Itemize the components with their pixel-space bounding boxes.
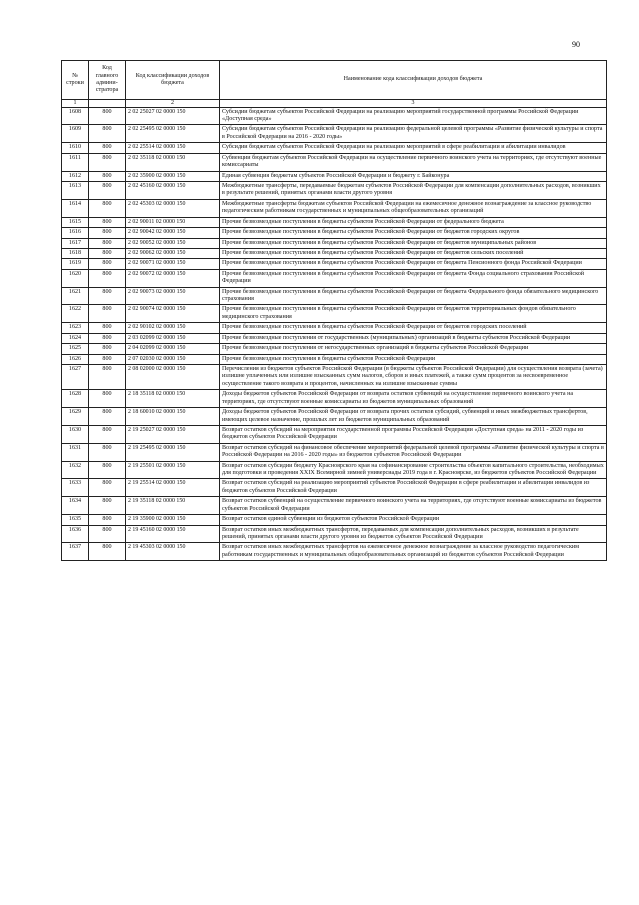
admin-code-cell: 800 bbox=[89, 287, 126, 305]
classification-code-cell: 2 19 25514 02 0000 150 bbox=[126, 479, 220, 497]
classification-code-cell: 2 02 35118 02 0000 150 bbox=[126, 153, 220, 171]
classification-name-cell: Субвенции бюджетам субъектов Российской Федерации на осуществление первичного воинского учета на территориях, где отсутствуют военные комиссариаты bbox=[220, 153, 607, 171]
classification-code-cell: 2 03 02099 02 0000 150 bbox=[126, 333, 220, 343]
admin-code-cell: 800 bbox=[89, 408, 126, 426]
classification-name-cell: Субсидии бюджетам субъектов Российской Федерации на реализацию федеральной целевой программы «Развитие физической культуры и спорта в Российской Федерации на 2016 - 2020 годы» bbox=[220, 125, 607, 143]
table-row bbox=[62, 125, 607, 143]
row-number-cell: 1611 bbox=[62, 153, 89, 171]
table-row bbox=[62, 425, 607, 443]
classification-name-cell: Прочие безвозмездные поступления в бюджеты субъектов Российской Федерации от федерального бюджета bbox=[220, 217, 607, 227]
admin-code-cell: 800 bbox=[89, 107, 126, 125]
row-number-cell: 1626 bbox=[62, 354, 89, 364]
table-row bbox=[62, 333, 607, 343]
classification-code-cell: 2 02 90102 02 0000 150 bbox=[126, 323, 220, 333]
classification-name-cell: Доходы бюджетов субъектов Российской Федерации от возврата прочих остатков субсидий, субвенций и иных межбюджетных трансфертов, имеющих целевое назначение, прошлых лет из бюджетов муниципальных образований bbox=[220, 408, 607, 426]
admin-code-cell: 800 bbox=[89, 443, 126, 461]
classification-name-cell: Доходы бюджетов субъектов Российской Федерации от возврата остатков субвенций на осуществление первичного воинского учета на территориях, где отсутствуют военные комиссариаты из бюджетов муниципальных образований bbox=[220, 390, 607, 408]
table-row bbox=[62, 269, 607, 287]
classification-code-cell: 2 19 25501 02 0000 150 bbox=[126, 461, 220, 479]
classification-code-cell: 2 02 90011 02 0000 150 bbox=[126, 217, 220, 227]
table-row bbox=[62, 354, 607, 364]
table-row bbox=[62, 143, 607, 153]
row-number-cell: 1612 bbox=[62, 171, 89, 181]
table-row bbox=[62, 217, 607, 227]
admin-code-cell: 800 bbox=[89, 153, 126, 171]
table-row bbox=[62, 479, 607, 497]
admin-code-cell: 800 bbox=[89, 125, 126, 143]
row-number-cell: 1633 bbox=[62, 479, 89, 497]
classification-code-cell: 2 04 02099 02 0000 150 bbox=[126, 344, 220, 354]
table-row bbox=[62, 461, 607, 479]
table-row bbox=[62, 323, 607, 333]
classification-name-cell: Прочие безвозмездные поступления в бюджеты субъектов Российской Федерации от бюджета Фонда социального страхования Российской Федерации bbox=[220, 269, 607, 287]
row-number-cell: 1616 bbox=[62, 228, 89, 238]
classification-code-cell: 2 18 35118 02 0000 150 bbox=[126, 390, 220, 408]
row-number-cell: 1627 bbox=[62, 364, 89, 389]
row-number-cell: 1608 bbox=[62, 107, 89, 125]
row-number-cell: 1618 bbox=[62, 248, 89, 258]
row-number-cell: 1630 bbox=[62, 425, 89, 443]
admin-code-cell: 800 bbox=[89, 543, 126, 561]
row-number-cell: 1632 bbox=[62, 461, 89, 479]
admin-code-cell: 800 bbox=[89, 269, 126, 287]
table-row bbox=[62, 305, 607, 323]
admin-code-cell: 800 bbox=[89, 525, 126, 543]
classification-name-cell: Прочие безвозмездные поступления в бюджеты субъектов Российской Федерации от бюджета Пенсионного фонда Российской Федерации bbox=[220, 259, 607, 269]
classification-name-cell: Возврат остатков единой субвенции из бюджетов субъектов Российской Федерации bbox=[220, 515, 607, 525]
table-row bbox=[62, 443, 607, 461]
row-number-cell: 1625 bbox=[62, 344, 89, 354]
classification-code-cell: 2 02 25495 02 0000 150 bbox=[126, 125, 220, 143]
table-row bbox=[62, 171, 607, 181]
row-number-cell: 1619 bbox=[62, 259, 89, 269]
admin-code-cell: 800 bbox=[89, 323, 126, 333]
row-number-cell: 1617 bbox=[62, 238, 89, 248]
table-row bbox=[62, 181, 607, 199]
classification-code-cell: 2 19 35118 02 0000 150 bbox=[126, 497, 220, 515]
classification-code-cell: 2 08 02000 02 0000 150 bbox=[126, 364, 220, 389]
row-number-cell: 1635 bbox=[62, 515, 89, 525]
row-number-cell: 1620 bbox=[62, 269, 89, 287]
header-admin-code: Код главного админи-стратора bbox=[89, 61, 126, 100]
admin-code-cell: 800 bbox=[89, 199, 126, 217]
table-row bbox=[62, 515, 607, 525]
classification-name-cell: Возврат остатков субсидий на мероприятия государственной программы Российской Федерации «Доступная среда» на 2011 - 2020 годы из бюджетов субъектов Российской Федерации bbox=[220, 425, 607, 443]
revenue-classification-table bbox=[61, 60, 607, 561]
admin-code-cell: 800 bbox=[89, 143, 126, 153]
classification-name-cell: Прочие безвозмездные поступления в бюджеты субъектов Российской Федерации от бюджетов сельских поселений bbox=[220, 248, 607, 258]
table-row bbox=[62, 153, 607, 171]
row-number-cell: 1621 bbox=[62, 287, 89, 305]
admin-code-cell: 800 bbox=[89, 497, 126, 515]
row-number-cell: 1622 bbox=[62, 305, 89, 323]
page-number: 90 bbox=[572, 40, 580, 49]
table-row bbox=[62, 107, 607, 125]
classification-code-cell: 2 02 90073 02 0000 150 bbox=[126, 287, 220, 305]
classification-code-cell: 2 18 60010 02 0000 150 bbox=[126, 408, 220, 426]
admin-code-cell: 800 bbox=[89, 305, 126, 323]
table-header-row bbox=[62, 61, 607, 100]
admin-code-cell: 800 bbox=[89, 425, 126, 443]
classification-code-cell: 2 19 45160 02 0000 150 bbox=[126, 525, 220, 543]
classification-code-cell: 2 02 90071 02 0000 150 bbox=[126, 259, 220, 269]
admin-code-cell: 800 bbox=[89, 259, 126, 269]
table-row bbox=[62, 238, 607, 248]
classification-code-cell: 2 02 45160 02 0000 150 bbox=[126, 181, 220, 199]
admin-code-cell: 800 bbox=[89, 248, 126, 258]
header-row-number: № строки bbox=[62, 61, 89, 100]
classification-name-cell: Субсидии бюджетам субъектов Российской Федерации на реализацию мероприятий государственной программы Российской Федерации «Доступная среда» bbox=[220, 107, 607, 125]
row-number-cell: 1609 bbox=[62, 125, 89, 143]
classification-name-cell: Возврат остатков иных межбюджетных трансфертов, передаваемых для компенсации дополнительных расходов, возникших в результате решений, принятых органами власти другого уровня из бюджетов субъектов Российской Федерации bbox=[220, 525, 607, 543]
row-number-cell: 1613 bbox=[62, 181, 89, 199]
row-number-cell: 1610 bbox=[62, 143, 89, 153]
table-row bbox=[62, 525, 607, 543]
row-number-cell: 1629 bbox=[62, 408, 89, 426]
row-number-cell: 1614 bbox=[62, 199, 89, 217]
column-index-3: 3 bbox=[220, 100, 607, 108]
classification-name-cell: Прочие безвозмездные поступления в бюджеты субъектов Российской Федерации от бюджетов муниципальных районов bbox=[220, 238, 607, 248]
classification-code-cell: 2 19 35900 02 0000 150 bbox=[126, 515, 220, 525]
admin-code-cell: 800 bbox=[89, 344, 126, 354]
row-number-cell: 1636 bbox=[62, 525, 89, 543]
classification-name-cell: Межбюджетные трансферты, передаваемые бюджетам субъектов Российской Федерации для компенсации дополнительных расходов, возникших в результате решений, принятых органами власти другого уровня bbox=[220, 181, 607, 199]
classification-name-cell: Возврат остатков субвенций на осуществление первичного воинского учета на территориях, где отсутствуют военные комиссариаты из бюджетов субъектов Российской Федерации bbox=[220, 497, 607, 515]
table-row bbox=[62, 199, 607, 217]
admin-code-cell: 800 bbox=[89, 171, 126, 181]
row-number-cell: 1631 bbox=[62, 443, 89, 461]
classification-code-cell: 2 02 25027 02 0000 150 bbox=[126, 107, 220, 125]
classification-name-cell: Прочие безвозмездные поступления в бюджеты субъектов Российской Федерации bbox=[220, 354, 607, 364]
table-row bbox=[62, 228, 607, 238]
table-row bbox=[62, 259, 607, 269]
row-number-cell: 1628 bbox=[62, 390, 89, 408]
admin-code-cell: 800 bbox=[89, 461, 126, 479]
classification-name-cell: Возврат остатков субсидий на реализацию мероприятий субъектов Российской Федерации в сфере реабилитации и абилитации инвалидов из бюджетов субъектов Российской Федерации bbox=[220, 479, 607, 497]
column-index-1: 1 bbox=[62, 100, 89, 108]
classification-name-cell: Субсидии бюджетам субъектов Российской Федерации на реализацию мероприятий в сфере реабилитации и абилитации инвалидов bbox=[220, 143, 607, 153]
column-index-2: 2 bbox=[126, 100, 220, 108]
classification-name-cell: Возврат остатков иных межбюджетных трансфертов на ежемесячное денежное вознаграждение за классное руководство педагогическим работникам государственных и муниципальных общеобразовательных организаций из бюджетов субъектов Российской Федерации bbox=[220, 543, 607, 561]
classification-name-cell: Прочие безвозмездные поступления в бюджеты субъектов Российской Федерации от бюджета Федерального фонда обязательного медицинского страхования bbox=[220, 287, 607, 305]
admin-code-cell: 800 bbox=[89, 354, 126, 364]
header-classification-name: Наименование кода классификации доходов бюджета bbox=[220, 61, 607, 100]
classification-name-cell: Прочие безвозмездные поступления от негосударственных организаций в бюджеты субъектов Российской Федерации bbox=[220, 344, 607, 354]
classification-code-cell: 2 19 25027 02 0000 150 bbox=[126, 425, 220, 443]
admin-code-cell: 800 bbox=[89, 333, 126, 343]
classification-code-cell: 2 02 90062 02 0000 150 bbox=[126, 248, 220, 258]
admin-code-cell: 800 bbox=[89, 228, 126, 238]
row-number-cell: 1634 bbox=[62, 497, 89, 515]
row-number-cell: 1637 bbox=[62, 543, 89, 561]
header-classification-code: Код классификации доходов бюджета bbox=[126, 61, 220, 100]
classification-name-cell: Прочие безвозмездные поступления от государственных (муниципальных) организаций в бюджеты субъектов Российской Федерации bbox=[220, 333, 607, 343]
classification-code-cell: 2 02 90052 02 0000 150 bbox=[126, 238, 220, 248]
classification-name-cell: Единая субвенция бюджетам субъектов Российской Федерации и бюджету г. Байконура bbox=[220, 171, 607, 181]
classification-name-cell: Перечисления из бюджетов субъектов Российской Федерации (в бюджеты субъектов Российской Федерации) для осуществления возврата (зачета) излишне уплаченных или излишне взысканных сумм налогов, сборов и иных платежей, а также сумм процентов за несвоевременное осуществление такого возврата и процентов, начисленных на излишне взысканные суммы bbox=[220, 364, 607, 389]
classification-name-cell: Прочие безвозмездные поступления в бюджеты субъектов Российской Федерации от бюджетов территориальных фондов обязательного медицинского страхования bbox=[220, 305, 607, 323]
admin-code-cell: 800 bbox=[89, 364, 126, 389]
classification-code-cell: 2 07 02030 02 0000 150 bbox=[126, 354, 220, 364]
table-row bbox=[62, 408, 607, 426]
classification-name-cell: Возврат остатков субсидий на финансовое обеспечение мероприятий федеральной целевой программы «Развитие физической культуры и спорта в Российской Федерации на 2016 - 2020 годы» из бюджетов субъектов Российской Федерации bbox=[220, 443, 607, 461]
table-row bbox=[62, 390, 607, 408]
classification-name-cell: Межбюджетные трансферты бюджетам субъектов Российской Федерации на ежемесячное денежное вознаграждение за классное руководство педагогическим работникам государственных и муниципальных общеобразовательных организаций bbox=[220, 199, 607, 217]
table-body bbox=[62, 107, 607, 561]
classification-code-cell: 2 02 90072 02 0000 150 bbox=[126, 269, 220, 287]
admin-code-cell: 800 bbox=[89, 238, 126, 248]
classification-code-cell: 2 19 25495 02 0000 150 bbox=[126, 443, 220, 461]
classification-code-cell: 2 02 25514 02 0000 150 bbox=[126, 143, 220, 153]
classification-code-cell: 2 19 45303 02 0000 150 bbox=[126, 543, 220, 561]
classification-code-cell: 2 02 90074 02 0000 150 bbox=[126, 305, 220, 323]
classification-name-cell: Прочие безвозмездные поступления в бюджеты субъектов Российской Федерации от бюджетов городских округов bbox=[220, 228, 607, 238]
column-index-row bbox=[62, 100, 607, 108]
table-row bbox=[62, 287, 607, 305]
admin-code-cell: 800 bbox=[89, 181, 126, 199]
admin-code-cell: 800 bbox=[89, 390, 126, 408]
table-row bbox=[62, 344, 607, 354]
classification-code-cell: 2 02 35900 02 0000 150 bbox=[126, 171, 220, 181]
admin-code-cell: 800 bbox=[89, 479, 126, 497]
table-row bbox=[62, 364, 607, 389]
admin-code-cell: 800 bbox=[89, 515, 126, 525]
row-number-cell: 1623 bbox=[62, 323, 89, 333]
classification-name-cell: Прочие безвозмездные поступления в бюджеты субъектов Российской Федерации от бюджетов городских поселений bbox=[220, 323, 607, 333]
table-row bbox=[62, 543, 607, 561]
row-number-cell: 1615 bbox=[62, 217, 89, 227]
classification-code-cell: 2 02 45303 02 0000 150 bbox=[126, 199, 220, 217]
table-row bbox=[62, 248, 607, 258]
classification-name-cell: Возврат остатков субсидии бюджету Красноярского края на софинансирование строительства объектов капитального строительства, необходимых для подготовки и проведения XXIX Всемирной зимней универсиады 2019 года в г. Красноярске, из бюджетов субъектов Российской Федерации bbox=[220, 461, 607, 479]
admin-code-cell: 800 bbox=[89, 217, 126, 227]
table-row bbox=[62, 497, 607, 515]
row-number-cell: 1624 bbox=[62, 333, 89, 343]
column-index-empty bbox=[89, 100, 126, 108]
classification-code-cell: 2 02 90042 02 0000 150 bbox=[126, 228, 220, 238]
